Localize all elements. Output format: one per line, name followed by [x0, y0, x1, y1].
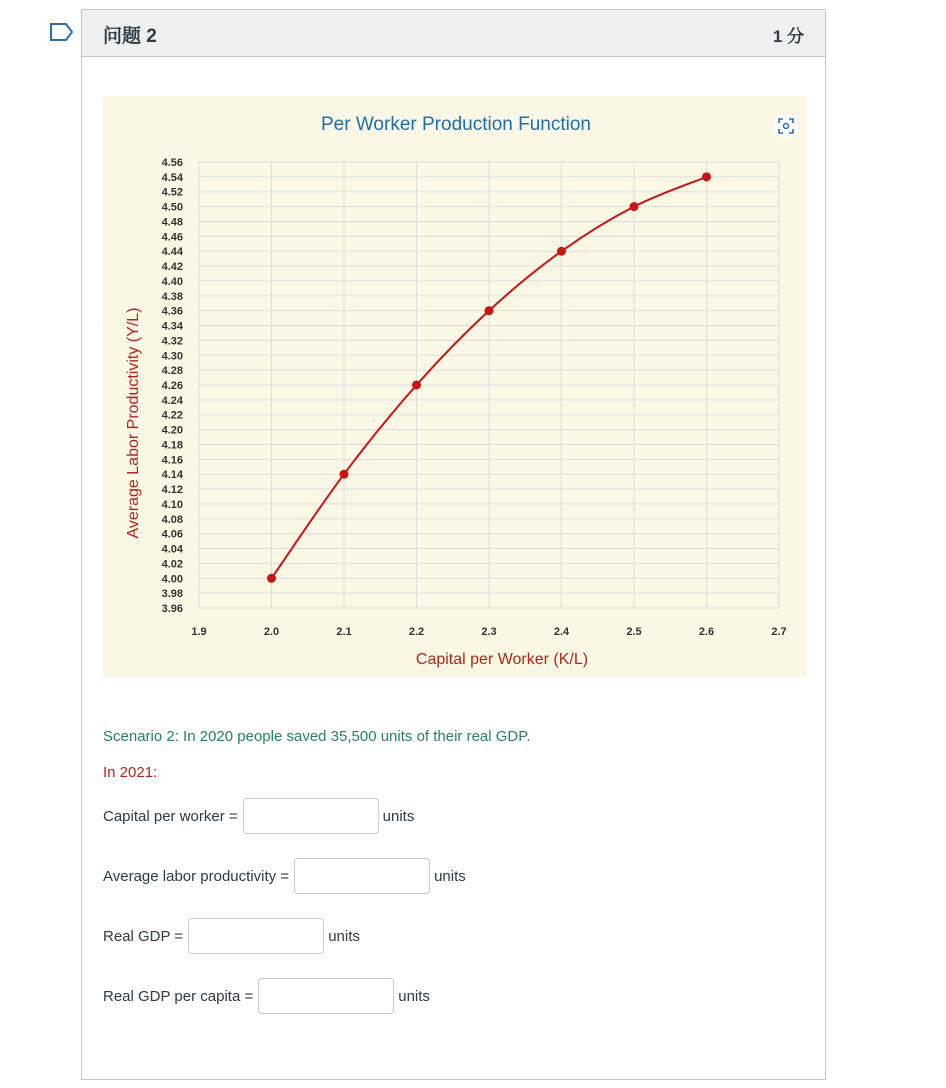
- average-labor-productivity-unit: units: [434, 867, 466, 885]
- chart-background: [102, 96, 807, 677]
- data-point: [340, 470, 349, 479]
- average-labor-productivity-row: [103, 857, 466, 895]
- question-points: 1 分: [772, 27, 804, 46]
- y-tick-label: 4.14: [161, 469, 183, 482]
- y-tick-label: 4.50: [161, 201, 183, 214]
- y-tick-label: 4.36: [161, 305, 183, 318]
- average-labor-productivity-input[interactable]: [294, 858, 430, 894]
- capital-per-worker-label: Capital per worker =: [103, 807, 238, 825]
- y-tick-label: 4.02: [161, 558, 183, 571]
- y-tick-label: 4.18: [161, 439, 183, 452]
- image-zoom-icon[interactable]: [774, 114, 798, 138]
- average-labor-productivity-label: Average labor productivity =: [103, 867, 290, 885]
- real-gdp-per-capita-input[interactable]: [258, 978, 394, 1014]
- y-tick-label: 4.32: [161, 335, 183, 348]
- x-tick-label: 2.1: [336, 626, 352, 638]
- capital-per-worker-unit: units: [382, 807, 415, 825]
- data-point: [630, 202, 639, 211]
- real-gdp-per-capita-row: [103, 977, 430, 1015]
- x-tick-label: 2.3: [481, 626, 497, 638]
- capital-per-worker-row: [103, 797, 414, 835]
- y-tick-label: 4.04: [161, 543, 183, 556]
- data-point: [557, 247, 566, 256]
- y-tick-label: 4.08: [161, 513, 183, 526]
- data-point: [267, 574, 276, 583]
- x-tick-label: 2.5: [626, 626, 642, 638]
- y-tick-label: 4.40: [161, 275, 183, 288]
- y-tick-label: 3.98: [161, 588, 183, 601]
- y-tick-label: 4.38: [161, 290, 183, 303]
- y-tick-label: 4.46: [161, 231, 183, 244]
- chart-title: Per Worker Production Function: [321, 114, 591, 135]
- x-tick-label: 2.7: [771, 626, 787, 638]
- capital-per-worker-input[interactable]: [243, 798, 379, 834]
- y-tick-label: 4.48: [161, 216, 183, 229]
- y-tick-label: 4.16: [161, 454, 183, 467]
- real-gdp-per-capita-unit: units: [398, 987, 430, 1005]
- data-point: [702, 172, 711, 181]
- y-tick-label: 4.24: [161, 394, 183, 407]
- x-tick-label: 2.2: [408, 626, 425, 638]
- scenario-text: Scenario 2: In 2020 people saved 35,500 units of their real GDP.: [103, 728, 531, 745]
- y-tick-label: 4.44: [161, 246, 183, 259]
- y-tick-label: 4.22: [161, 409, 183, 422]
- x-tick-label: 2.6: [698, 626, 715, 638]
- y-tick-label: 4.42: [161, 261, 183, 274]
- question-title: 问题 2: [103, 26, 157, 47]
- data-point: [485, 306, 494, 315]
- x-tick-label: 2.4: [553, 626, 570, 638]
- y-tick-label: 4.34: [161, 320, 183, 333]
- real-gdp-row: [103, 917, 360, 955]
- real-gdp-input[interactable]: [188, 918, 324, 954]
- y-tick-label: 4.12: [161, 484, 183, 497]
- y-tick-label: 4.06: [161, 528, 183, 541]
- y-tick-label: 4.28: [161, 365, 183, 378]
- y-tick-label: 4.56: [161, 157, 183, 169]
- y-tick-label: 4.54: [161, 171, 183, 184]
- y-tick-label: 4.20: [161, 424, 183, 437]
- data-point: [412, 381, 421, 390]
- y-tick-label: 3.96: [161, 603, 183, 615]
- y-tick-label: 4.30: [161, 350, 183, 363]
- question-card: [81, 9, 826, 1080]
- year-label: In 2021:: [103, 764, 158, 781]
- y-axis-label: Average Labor Productivity (Y/L): [125, 307, 142, 539]
- flag-question-icon[interactable]: [50, 23, 74, 41]
- x-tick-label: 2.0: [263, 626, 280, 638]
- x-axis-label: Capital per Worker (K/L): [415, 651, 589, 668]
- y-tick-label: 4.10: [161, 498, 183, 511]
- y-tick-label: 4.26: [161, 380, 183, 392]
- real-gdp-unit: units: [328, 927, 360, 945]
- y-tick-label: 4.00: [161, 573, 183, 586]
- question-header: [82, 10, 825, 57]
- chart-container: [102, 96, 807, 677]
- real-gdp-per-capita-label: Real GDP per capita =: [103, 987, 254, 1005]
- production-function-chart: [102, 96, 807, 677]
- real-gdp-label: Real GDP =: [103, 927, 184, 945]
- x-tick-label: 1.9: [191, 626, 207, 638]
- y-tick-label: 4.52: [161, 186, 183, 199]
